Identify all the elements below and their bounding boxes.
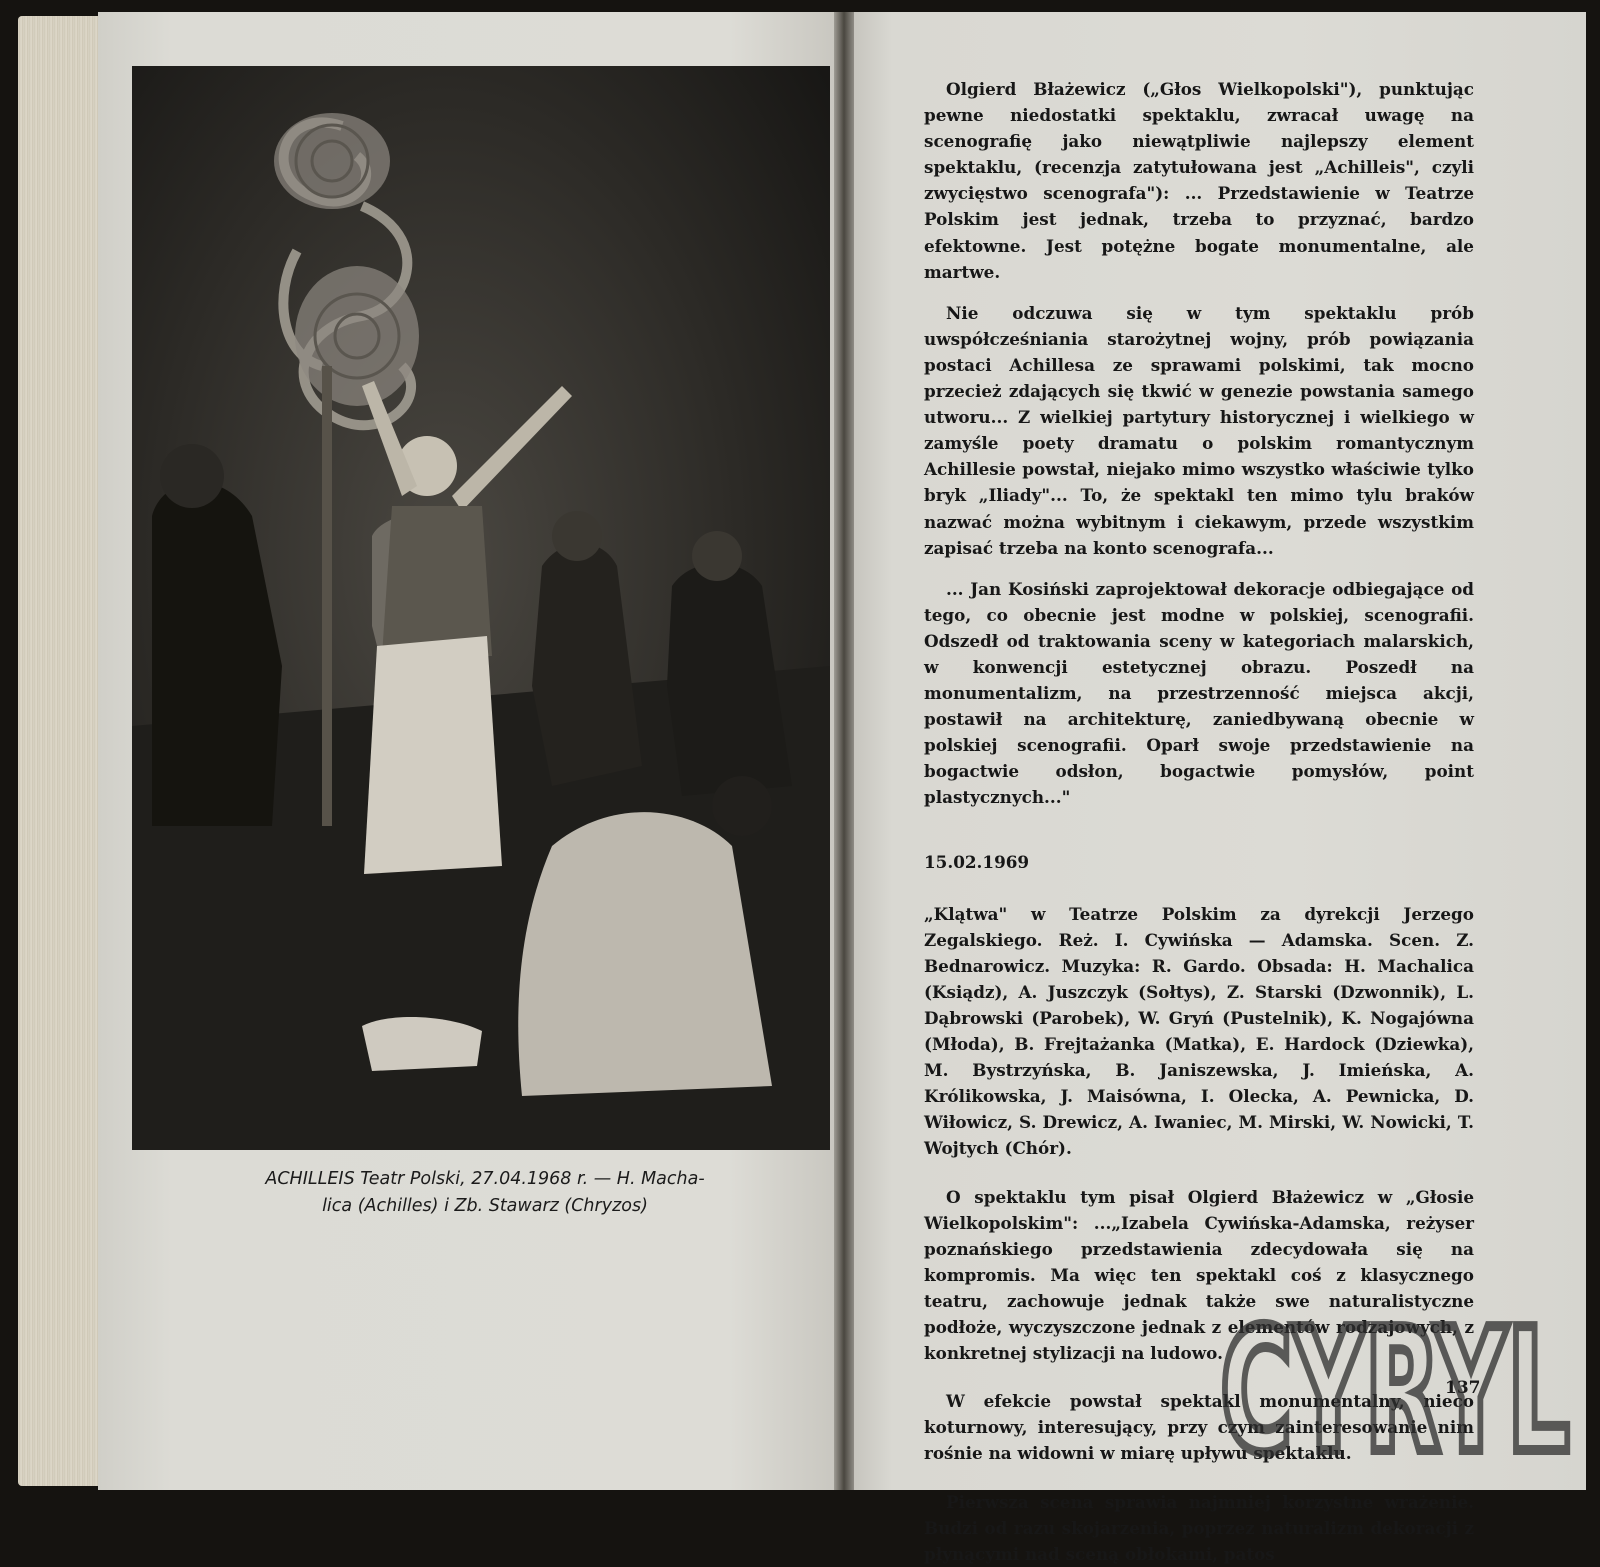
watermark-text: CYRYL — [1220, 1300, 1570, 1480]
watermark-logo — [1210, 1300, 1580, 1480]
paragraph-3: ... Jan Kosiński zaprojektował dekoracje odbiegające od tego, co obecnie jest modne w polskiej, scenografii. Odszedł od traktowania sceny w kategoriach malarskich, w konwencji estetycznej obrazu. Poszedł na monumentalizm, na przestrzenność miejsca akcji, postawił na architekturę, zaniedbywaną obecnie w polskiej scenografii. Oparł swoje przedstawienie na bogactwie odsłon, bogactwie pomysłów, point plastycznych..." — [924, 578, 1474, 808]
caption-line-1: ACHILLEIS Teatr Polski, 27.04.1968 r. — H. Macha- — [265, 1169, 705, 1189]
watermark-logo-graphic — [1210, 1300, 1580, 1480]
paragraph-4: „Klątwa" w Teatrze Polskim za dyrekcji Jerzego Zegalskiego. Reż. I. Cywińska — Adamska. Scen. Z. Bednarowicz. Muzyka: R. Gardo. Obsada: H. Machalica (Ksiądz), A. Juszczyk (Sołtys), Z. Starski (Dzwonnik), L. Dąbrowski (Parobek), W. Gryń (Pustelnik), K. Nogajówna (Młoda), B. Frejtażanka (Matka), E. Hardock (Dziewka), M. Bystrzyńska, B. Janiszewska, J. Imieńska, A. Królikowska, J. Maisówna, I. Olecka, A. Pewnicka, D. Wiłowicz, S. Drewicz, A. Iwaniec, M. Mirski, W. Nowicki, T. Wojtych (Chór). — [924, 903, 1474, 1159]
caption-line-2: lica (Achilles) i Zb. Stawarz (Chryzos) — [322, 1196, 648, 1216]
paragraph-2: Nie odczuwa się w tym spektaklu prób uwspółcześniania starożytnej wojny, prób powiązania postaci Achillesa ze sprawami polskimi, tak mocno przecież zdających się tkwić w genezie powstania samego utworu... Z wielkiej partytury historycznej i wielkiego w zamyśle poety dramatu o polskim romantycznym Achillesie powstał, niejako mimo wszystko właściwie tylko bryk „Iliady"... To, że spektakl ten mimo tylu braków nazwać można wybitnym i ciekawym, przede wszystkim zapisać trzeba na konto scenografa... — [924, 302, 1474, 558]
paragraph-1: Olgierd Błażewicz („Głos Wielkopolski"), punktując pewne niedostatki spektaklu, zwracał uwagę na scenografię jako niewątpliwie najlepszy element spektaklu, (recenzja zatytułowana jest „Achilleis", czyli zwycięstwo scenografa"): ... Przedstawienie w Teatrze Polskim jest jednak, trzeba to przyznać, bardzo efektowne. Jest potężne bogate monumentalne, ale martwe. — [924, 79, 1474, 282]
date-heading: 15.02.1969 — [924, 851, 1030, 872]
paragraph-6: W efekcie powstał spektakl monumentalny, nieco koturnowy, interesujący, przy czym zainteresowanie nim rośnie na widowni w miarę upływu spektaklu. — [924, 1391, 1474, 1464]
page-edges — [18, 16, 110, 1486]
paragraph-7: Pierwsza scena sprawia najmniej korzystne wrażenie. Budzi od razu skojarzenia, poprzez naturalizm dekoracji z płynącymi nad sceną obłokami, patos — [924, 1491, 1474, 1564]
paragraph-5: O spektaklu tym pisał Olgierd Błażewicz w „Głosie Wielkopolskim": ...„Izabela Cywińska-Adamska, reżyser poznańskiego przedstawienia zdecydowała się na kompromis. Ma więc ten spektakl coś z klasycznego teatru, zachowuje jednak także swe naturalistyczne podłoże, wyczyszczone jednak z elementów rodzajowych, z konkretnej stylizacji na ludowo. — [924, 1186, 1474, 1364]
book-gutter — [834, 12, 854, 1490]
theatre-photo — [132, 66, 830, 1150]
theatre-photo-illustration — [132, 66, 830, 1150]
photo-caption — [160, 1166, 810, 1220]
page-number: 137 — [1445, 1378, 1481, 1398]
